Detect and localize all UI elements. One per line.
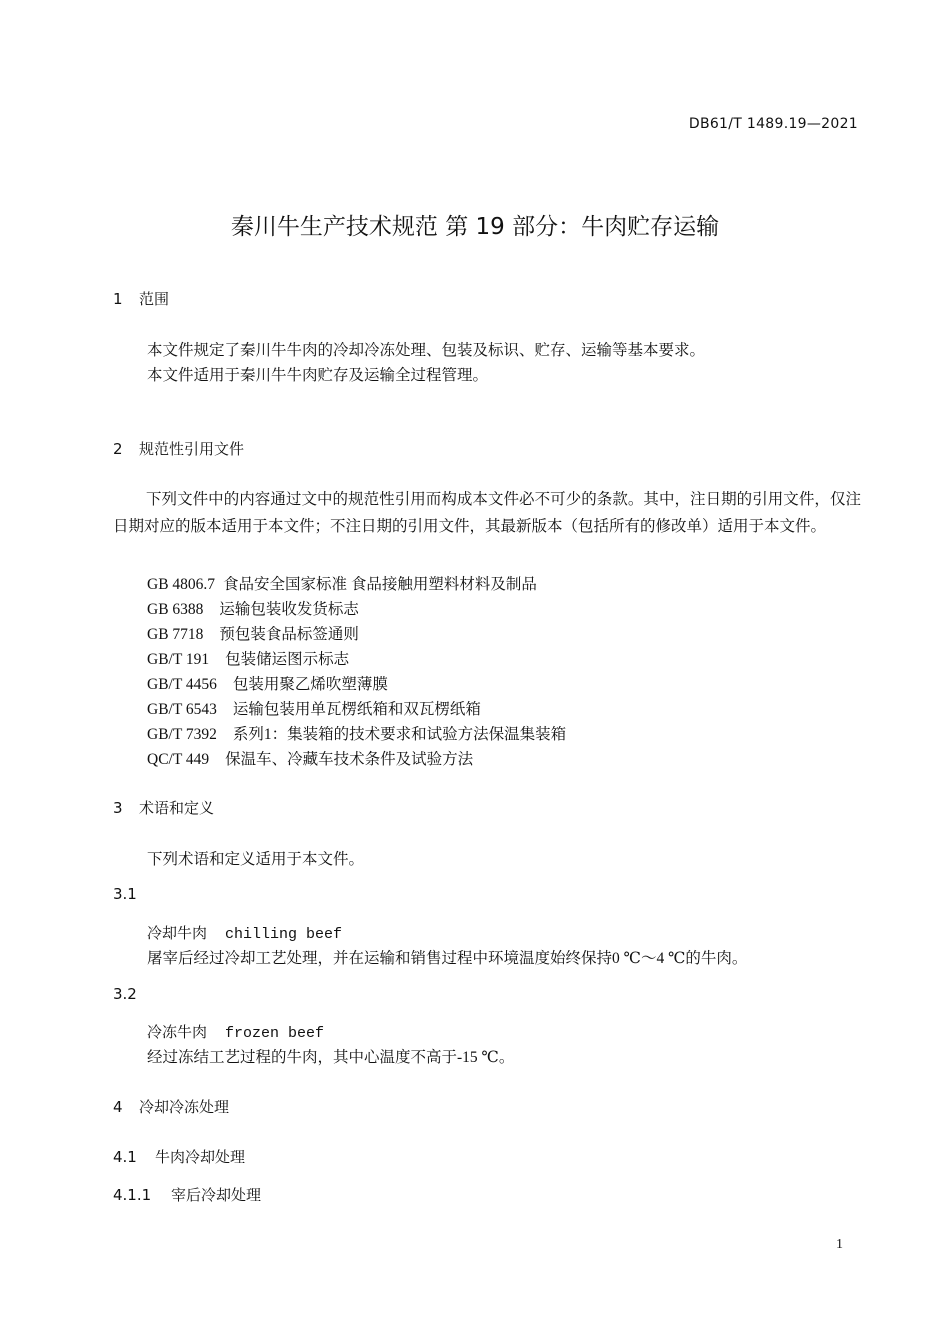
scope-paragraph-2: 本文件适用于秦川牛牛肉贮存及运输全过程管理。 — [147, 367, 489, 384]
reference-item — [147, 622, 359, 644]
term-heading — [147, 1021, 324, 1042]
reference-item — [147, 647, 349, 669]
scope-paragraph-1: 本文件规定了秦川牛牛肉的冷却冷冻处理、包装及标识、贮存、运输等基本要求。 — [147, 342, 706, 359]
reference-title: 包装储运图示标志 — [225, 651, 350, 668]
references-intro-paragraph: 下列文件中的内容通过文中的规范性引用而构成本文件必不可少的条款。其中，注日期的引用文件，仅注日期对应的版本适用于本文件；不注日期的引用文件，其最新版本（包括所有的修改单）适用于本文件。 — [113, 491, 861, 535]
term-definition: 经过冻结工艺过程的牛肉，其中心温度不高于-15 ℃。 — [147, 1049, 515, 1066]
reference-code: QC/T 449 — [147, 751, 210, 768]
reference-code: GB 4806.7 — [147, 576, 216, 593]
reference-code: GB 7718 — [147, 626, 204, 643]
section-number: 4 — [113, 1098, 123, 1116]
term-english: frozen beef — [225, 1025, 325, 1042]
subsubsection-number: 4.1.1 — [113, 1186, 152, 1204]
section-title: 冷却冷冻处理 — [139, 1098, 230, 1116]
reference-title: 食品安全国家标准 食品接触用塑料材料及制品 — [223, 576, 537, 593]
reference-title: 运输包装用单瓦楞纸箱和双瓦楞纸箱 — [232, 701, 481, 718]
reference-item — [147, 722, 566, 744]
reference-code: GB/T 4456 — [147, 676, 217, 693]
subsection-title: 牛肉冷却处理 — [155, 1148, 246, 1166]
section-3-heading — [113, 797, 214, 818]
section-number: 3 — [113, 799, 123, 817]
reference-code: GB/T 191 — [147, 651, 210, 668]
section-number: 1 — [113, 290, 123, 308]
subsection-heading — [113, 1146, 245, 1167]
term-definition: 屠宰后经过冷却工艺处理，并在运输和销售过程中环境温度始终保持0 ℃～4 ℃的牛肉。 — [147, 950, 748, 967]
reference-item — [147, 572, 537, 594]
reference-title: 运输包装收发货标志 — [219, 601, 359, 618]
reference-item — [147, 747, 473, 769]
section-1-heading — [113, 288, 169, 309]
term-number: 3.1 — [113, 885, 137, 903]
term-chinese: 冷冻牛肉 — [147, 1023, 208, 1041]
section-number: 2 — [113, 440, 123, 458]
section-4-heading — [113, 1096, 229, 1117]
section-title: 范围 — [139, 290, 170, 308]
section-title: 规范性引用文件 — [139, 440, 245, 458]
subsection-number: 4.1 — [113, 1148, 137, 1166]
reference-code: GB 6388 — [147, 601, 204, 618]
reference-code: GB/T 7392 — [147, 726, 217, 743]
reference-title: 预包装食品标签通则 — [219, 626, 359, 643]
term-english: chilling beef — [225, 926, 343, 943]
page-title: 秦川牛生产技术规范 第 19 部分：牛肉贮存运输 — [230, 214, 720, 240]
subsubsection-title: 宰后冷却处理 — [171, 1186, 262, 1204]
document-code: DB61/T 1489.19—2021 — [688, 116, 858, 132]
term-chinese: 冷却牛肉 — [147, 924, 208, 942]
subsubsection-heading — [113, 1184, 261, 1205]
reference-title: 包装用聚乙烯吹塑薄膜 — [232, 676, 388, 693]
section-2-heading — [113, 438, 244, 459]
reference-item — [147, 697, 481, 719]
terms-intro-paragraph: 下列术语和定义适用于本文件。 — [147, 851, 365, 868]
page-number: 1 — [836, 1237, 843, 1252]
section-title: 术语和定义 — [139, 799, 215, 817]
reference-item — [147, 672, 388, 694]
term-heading — [147, 922, 342, 943]
reference-item — [147, 597, 359, 619]
term-number: 3.2 — [113, 985, 137, 1003]
reference-code: GB/T 6543 — [147, 701, 217, 718]
reference-title: 保温车、冷藏车技术条件及试验方法 — [225, 751, 474, 768]
reference-title: 系列1：集装箱的技术要求和试验方法保温集装箱 — [232, 726, 567, 743]
